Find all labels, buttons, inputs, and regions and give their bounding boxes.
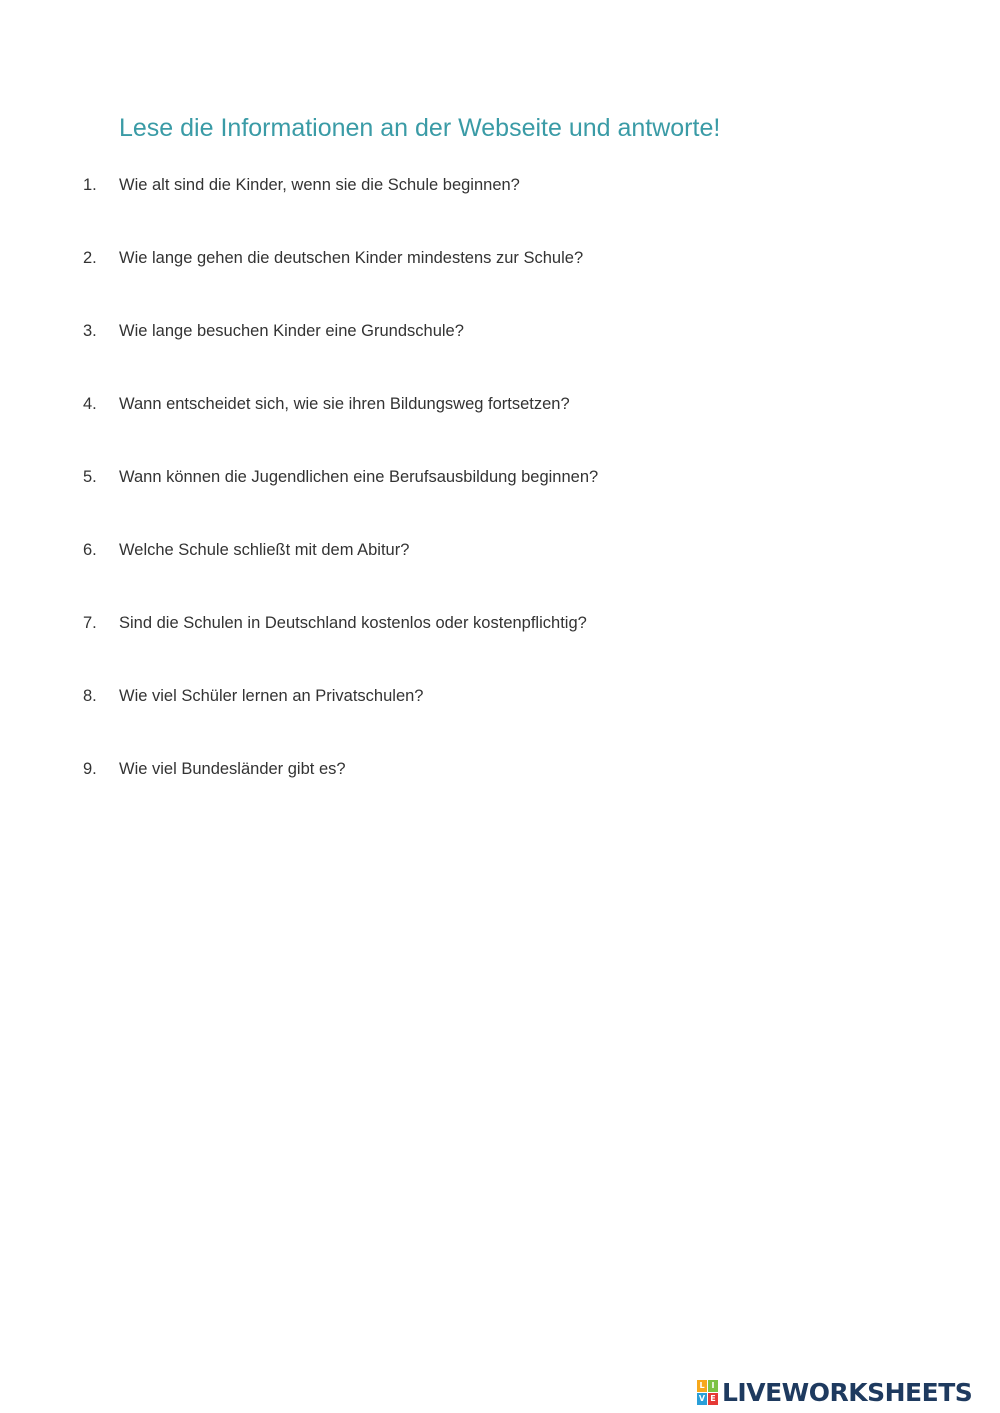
- logo-mark-letter: I: [708, 1380, 718, 1392]
- page-title: Lese die Informationen an der Webseite und antworte!: [119, 114, 721, 142]
- liveworksheets-logo: [697, 1377, 972, 1409]
- question-text: Wie viel Schüler lernen an Privatschulen?: [119, 687, 424, 705]
- question-number: 3.: [83, 322, 97, 340]
- question-item-8: [0, 687, 900, 715]
- question-text: Wann entscheidet sich, wie sie ihren Bildungsweg fortsetzen?: [119, 395, 570, 413]
- logo-mark-letter: V: [698, 1394, 706, 1403]
- logo-text: LIVEWORKSHEETS: [722, 1378, 973, 1407]
- question-number: 6.: [83, 541, 97, 559]
- question-text: Wie viel Bundesländer gibt es?: [119, 760, 346, 778]
- question-text: Welche Schule schließt mit dem Abitur?: [119, 541, 410, 559]
- logo-mark-letter: L: [697, 1380, 707, 1392]
- question-number: 9.: [83, 760, 97, 778]
- question-text: Wie alt sind die Kinder, wenn sie die Schule beginnen?: [119, 176, 520, 194]
- question-number: 8.: [83, 687, 97, 705]
- question-number: 2.: [83, 249, 97, 267]
- question-number: 7.: [83, 614, 97, 632]
- question-item-4: [0, 395, 900, 423]
- logo-mark-icon: [697, 1380, 719, 1406]
- question-item-2: [0, 249, 900, 277]
- question-text: Wie lange gehen die deutschen Kinder mindestens zur Schule?: [119, 249, 584, 267]
- question-text: Wie lange besuchen Kinder eine Grundschule?: [119, 322, 464, 340]
- question-item-3: [0, 322, 900, 350]
- question-number: 5.: [83, 468, 97, 486]
- question-item-5: [0, 468, 900, 496]
- question-item-9: [0, 760, 900, 788]
- question-text: Wann können die Jugendlichen eine Berufsausbildung beginnen?: [119, 468, 599, 486]
- question-number: 1.: [83, 176, 97, 194]
- question-text: Sind die Schulen in Deutschland kostenlos oder kostenpflichtig?: [119, 614, 587, 632]
- question-item-7: [0, 614, 900, 642]
- question-number: 4.: [83, 395, 97, 413]
- logo-mark-letter: E: [708, 1393, 718, 1405]
- question-item-1: [0, 176, 900, 204]
- question-item-6: [0, 541, 900, 569]
